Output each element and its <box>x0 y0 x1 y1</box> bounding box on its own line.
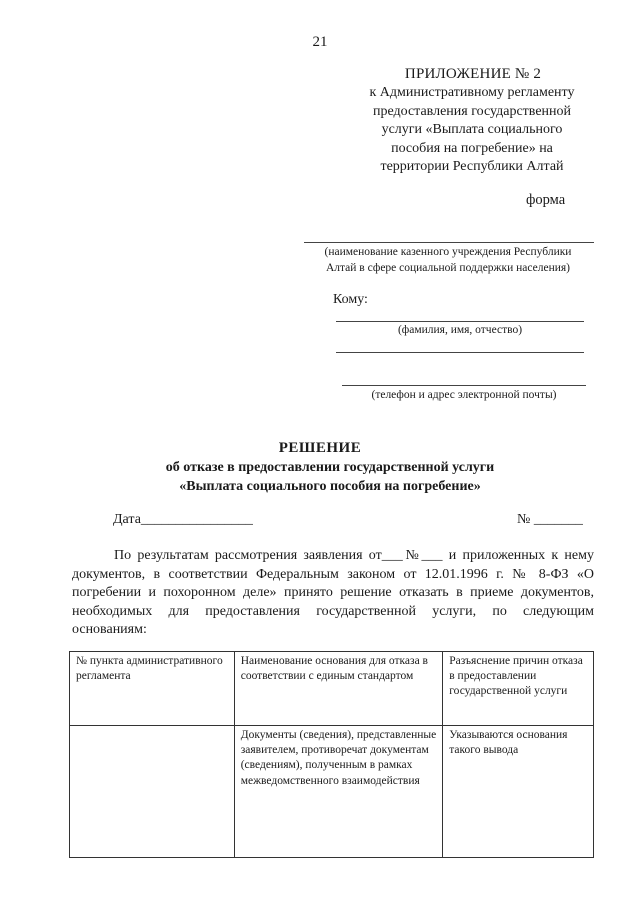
table-cell: Документы (сведения), представленные заявителем, противоречат документам (сведениям), полученным в рамках межведомственного взаимодействия <box>234 726 443 858</box>
appendix-title: ПРИЛОЖЕНИЕ № 2 <box>404 66 542 82</box>
institution-caption-line: (наименование казенного учреждения Республики <box>324 246 572 258</box>
recipient-name-line-2 <box>336 352 584 353</box>
institution-caption <box>296 245 600 276</box>
appendix-line: услуги «Выплата социального <box>381 122 563 138</box>
grounds-table <box>69 651 594 858</box>
recipient-name-line <box>336 321 584 322</box>
appendix-line: предоставления государственной <box>372 103 572 119</box>
appendix-reference <box>340 84 604 177</box>
recipient-contact-line <box>342 385 586 386</box>
decision-title: РЕШЕНИЕ <box>278 440 362 456</box>
appendix-line: территории Республики Алтай <box>380 159 564 175</box>
recipient-contact-caption: (телефон и адрес электронной почты) <box>371 389 557 401</box>
institution-caption-line: Алтай в сфере социальной поддержки населения) <box>325 261 571 274</box>
table-header-cell: Наименование основания для отказа в соответствии с единым стандартом <box>234 652 443 726</box>
appendix-line: пособия на погребение» на <box>391 140 553 156</box>
to-label: Кому: <box>333 292 368 307</box>
table-cell: Указываются основания такого вывода <box>443 726 594 858</box>
table-header-row <box>70 652 594 726</box>
decision-subtitle-line: об отказе в предоставлении государственной услуги <box>165 460 495 475</box>
institution-fill-line <box>304 242 594 243</box>
appendix-line: к Административному регламенту <box>369 85 575 100</box>
decision-paragraph: По результатам рассмотрения заявления от___№___ и приложенных к нему документов, в соответствии Федеральным законом от 12.01.1996 г. № 8-ФЗ «О погребении и похоронном деле» принято решение отказать в приеме документов, необходимых для предоставления государственной услуги, по следующим основаниям: <box>72 548 594 638</box>
table-row <box>70 726 594 858</box>
recipient-name-caption: (фамилия, имя, отчество) <box>397 324 523 336</box>
page-number: 21 <box>312 34 328 50</box>
table-cell <box>70 726 235 858</box>
table-header-cell: № пункта административного регламента <box>70 652 235 726</box>
table-header-cell: Разъяснение причин отказа в предоставлении государственной услуги <box>443 652 594 726</box>
form-label: форма <box>526 192 566 208</box>
decision-number: № _______ <box>517 512 583 527</box>
decision-date: Дата________________ <box>113 512 253 527</box>
decision-subtitle <box>100 459 560 496</box>
decision-subtitle-line: «Выплата социального пособия на погребение» <box>179 478 481 494</box>
